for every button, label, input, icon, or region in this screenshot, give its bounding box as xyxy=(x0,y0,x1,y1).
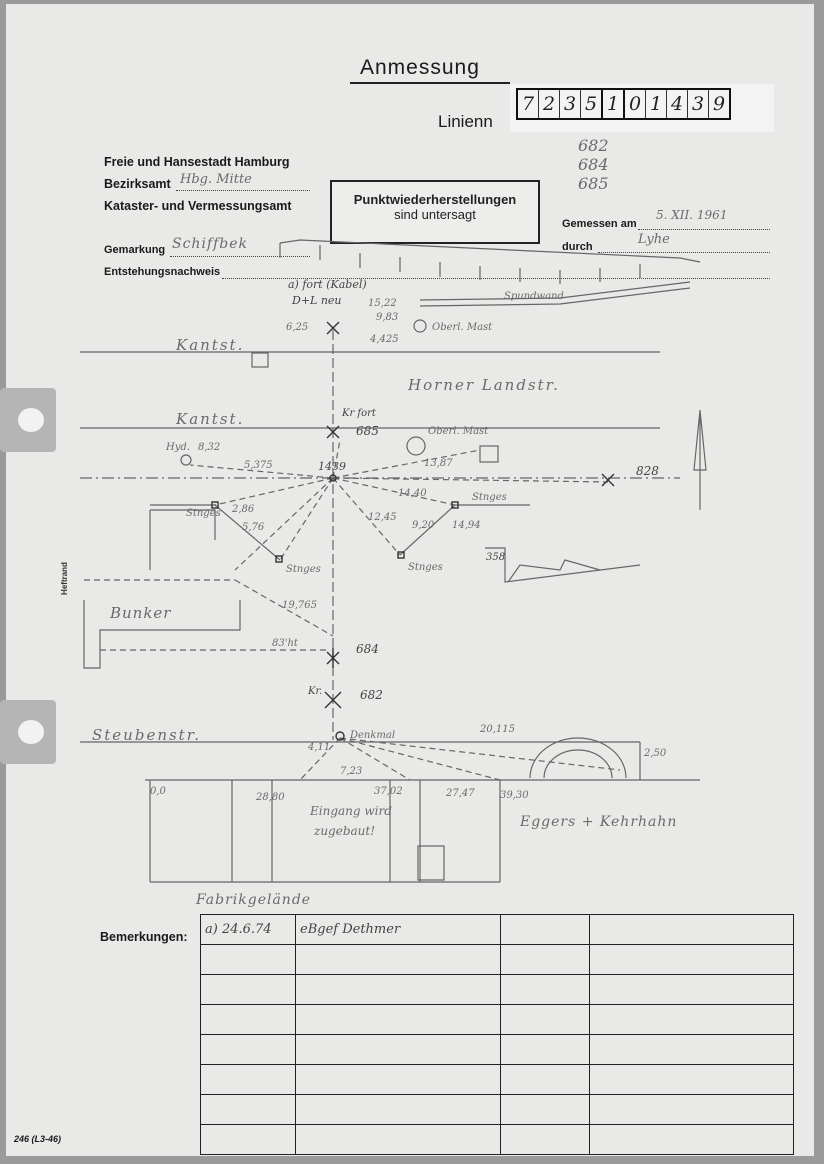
point-label: 684 xyxy=(356,642,379,656)
annotation: Oberl. Mast xyxy=(428,426,489,437)
measurement: 12,45 xyxy=(368,512,397,523)
table-cell xyxy=(296,975,501,1005)
annotation: Stnges xyxy=(472,492,507,503)
authority-name: Freie und Hansestadt Hamburg xyxy=(104,155,290,169)
table-cell xyxy=(590,1035,794,1065)
point-number: 684 xyxy=(578,155,609,174)
annotation: Stnges xyxy=(408,562,443,573)
page-subtitle: Linienn xyxy=(438,112,493,131)
annotation: Hyd. xyxy=(166,442,190,453)
digit: 1 xyxy=(645,90,666,118)
table-cell xyxy=(201,1065,296,1095)
table-cell xyxy=(501,1125,590,1155)
measurement: 15,22 xyxy=(368,298,397,309)
table-cell: eBgef Dethmer xyxy=(296,915,501,945)
table-cell xyxy=(296,1125,501,1155)
office-name: Kataster- und Vermessungsamt xyxy=(104,199,292,213)
measurement: 83'ht xyxy=(272,638,298,649)
north-arrow xyxy=(694,410,706,510)
digit: 3 xyxy=(687,90,708,118)
point-label: 685 xyxy=(356,424,379,438)
measurement: 9,83 xyxy=(376,312,399,323)
table-cell xyxy=(296,1005,501,1035)
digit: 7 xyxy=(521,93,535,115)
digit: 9 xyxy=(708,90,729,118)
annotation: Denkmal xyxy=(350,730,396,741)
digit: 2 xyxy=(538,90,559,118)
street-label: Kantst. xyxy=(176,410,245,428)
measurement: 19,765 xyxy=(282,600,317,611)
table-cell xyxy=(501,1095,590,1125)
durch-label: durch xyxy=(562,241,593,253)
measurement: 4,425 xyxy=(370,334,399,345)
point-label: 358 xyxy=(486,552,506,563)
table-cell xyxy=(590,1095,794,1125)
digit: 0 xyxy=(623,90,645,118)
table-cell xyxy=(201,945,296,975)
measurement: 5,375 xyxy=(244,460,273,471)
table-cell xyxy=(201,975,296,1005)
page-title: Anmessung xyxy=(360,56,480,79)
measurement: 37,02 xyxy=(374,786,403,797)
digit: 4 xyxy=(666,90,687,118)
annotation: D+L neu xyxy=(292,294,342,307)
survey-point-mark xyxy=(327,648,339,668)
structure-label: Spundwand xyxy=(504,291,564,302)
measurement: 5,76 xyxy=(242,522,265,533)
stamp-line: Punktwiederherstellungen xyxy=(353,192,517,207)
bezirksamt-value: Hbg. Mitte xyxy=(180,172,252,187)
measurement: 28,80 xyxy=(256,792,285,803)
point-label: 1439 xyxy=(318,460,346,473)
building-outline xyxy=(508,560,600,582)
table-cell xyxy=(590,1005,794,1035)
table-cell xyxy=(590,1125,794,1155)
point-number: 685 xyxy=(578,174,609,193)
measurement: 8,32 xyxy=(198,442,221,453)
hydrant-symbol xyxy=(181,455,191,465)
annotation: Kr fort xyxy=(342,408,376,419)
table-cell xyxy=(296,1065,501,1095)
digit: 1 xyxy=(601,90,623,118)
table-cell xyxy=(501,945,590,975)
table-cell xyxy=(201,1125,296,1155)
building-outline xyxy=(150,510,215,570)
building-symbol xyxy=(252,353,268,367)
annotation: Kr. xyxy=(308,686,323,697)
form-code: 246 (L3-46) xyxy=(14,1134,62,1144)
building-label: Bunker xyxy=(110,604,172,622)
area-label: Fabrikgelände xyxy=(196,892,312,908)
table-cell xyxy=(590,975,794,1005)
annotation: Stnges xyxy=(186,508,221,519)
measurement: 20,115 xyxy=(480,724,515,735)
survey-point-mark xyxy=(602,474,614,486)
table-cell xyxy=(501,915,590,945)
street-label: Kantst. xyxy=(176,336,245,354)
measurement: 39,30 xyxy=(500,790,529,801)
table-cell xyxy=(590,945,794,975)
mast-symbol xyxy=(480,446,498,462)
table-cell xyxy=(201,1095,296,1125)
measurement: 6,25 xyxy=(286,322,309,333)
bezirksamt-label: Bezirksamt xyxy=(104,177,171,191)
measurement: 27,47 xyxy=(446,788,475,799)
annotation: Stnges xyxy=(286,564,321,575)
point-label: 682 xyxy=(360,688,383,702)
point-label: 828 xyxy=(636,464,659,478)
measurement: 2,86 xyxy=(232,504,255,515)
table-row xyxy=(201,975,794,1005)
street-label: Steubenstr. xyxy=(92,726,201,744)
measurement: 7,23 xyxy=(340,766,363,777)
table-cell xyxy=(501,975,590,1005)
table-cell xyxy=(201,1035,296,1065)
table-cell xyxy=(201,1005,296,1035)
gemessen-label: Gemessen am xyxy=(562,218,637,230)
table-cell xyxy=(296,945,501,975)
measurement: 14,40 xyxy=(398,488,427,499)
margin-label: Heftrand xyxy=(59,562,69,595)
mast-circle xyxy=(414,320,426,332)
measurement: 4,11 xyxy=(308,742,331,753)
building-label: Eggers + Kehrhahn xyxy=(520,814,678,830)
table-cell xyxy=(501,1005,590,1035)
table-cell xyxy=(590,915,794,945)
entstehung-label: Entstehungsnachweis xyxy=(104,266,221,278)
durch-value: Lyhe xyxy=(638,232,670,247)
table-row xyxy=(201,915,794,945)
gemessen-value: 5. XII. 1961 xyxy=(656,208,728,222)
annotation: Oberl. Mast xyxy=(432,322,493,333)
point-number: 682 xyxy=(578,136,609,155)
annotation: a) fort (Kabel) xyxy=(288,278,367,291)
table-cell xyxy=(501,1035,590,1065)
table-row xyxy=(201,945,794,975)
arch-outline xyxy=(544,750,612,778)
table-cell: a) 24.6.74 xyxy=(201,915,296,945)
table-cell xyxy=(296,1035,501,1065)
measurement: 13,87 xyxy=(424,458,453,469)
measurement: 14,94 xyxy=(452,520,481,531)
table-row xyxy=(201,1035,794,1065)
boundary-line xyxy=(280,240,700,262)
street-label: Horner Landstr. xyxy=(408,376,560,394)
measurement: 9,20 xyxy=(412,520,435,531)
digit: 3 xyxy=(559,90,580,118)
gemarkung-value: Schiffbek xyxy=(172,236,249,252)
gemarkung-label: Gemarkung xyxy=(104,244,166,256)
digit: 5 xyxy=(580,90,601,118)
table-row xyxy=(201,1095,794,1125)
note-label: zugebaut! xyxy=(314,824,376,838)
table-cell xyxy=(296,1095,501,1125)
stamp-line: sind untersagt xyxy=(394,207,476,222)
measurement: 0,0 xyxy=(150,786,166,797)
measurement: 2,50 xyxy=(644,748,667,759)
building-outline xyxy=(418,846,444,880)
table-row xyxy=(201,1065,794,1095)
remarks-label: Bemerkungen: xyxy=(100,930,188,944)
table-cell xyxy=(590,1065,794,1095)
remarks-table xyxy=(200,914,794,1155)
table-cell xyxy=(501,1065,590,1095)
note-label: Eingang wird xyxy=(310,804,392,818)
table-row xyxy=(201,1125,794,1155)
mast-circle xyxy=(407,437,425,455)
table-row xyxy=(201,1005,794,1035)
